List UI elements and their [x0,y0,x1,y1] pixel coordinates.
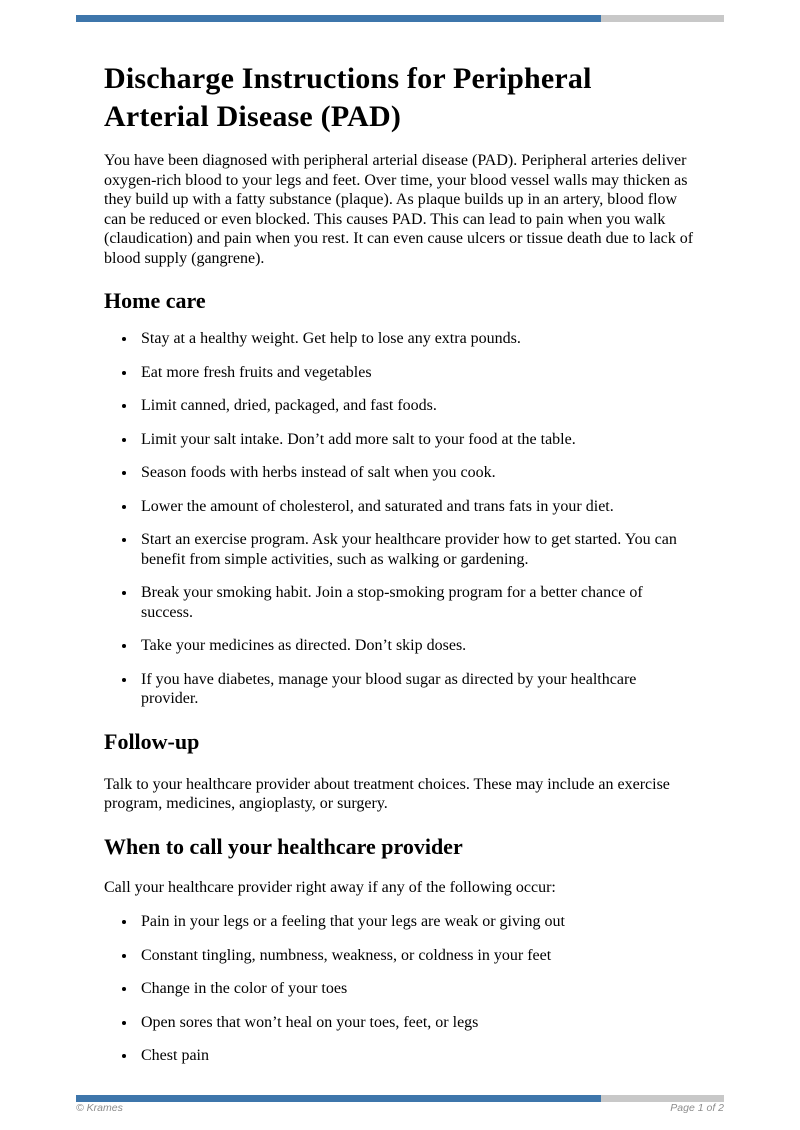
section-heading-home-care: Home care [104,288,206,313]
document-body [104,22,696,1066]
home-care-list [104,329,696,709]
footer-accent-bar-gray [601,1095,724,1102]
list-item: • Break your smoking habit. Join a stop-smoking program for a better chance of success. [137,583,696,622]
page-number-label: Page 1 of 2 [670,1102,724,1114]
copyright-label: © Krames [76,1102,123,1114]
header-accent-bar [76,15,724,22]
intro-paragraph: You have been diagnosed with peripheral arterial disease (PAD). Peripheral arteries deliver oxygen-rich blood to your legs and feet. Over time, your blood vessel walls may thicken as they build up with a fatty substance (plaque). As plaque builds up in an artery, blood flow can be reduced or even blocked. This causes PAD. This can lead to pain when you walk (claudication) and pain when you rest. It can even cause ulcers or tissue death due to lack of blood supply (gangrene). [104,152,694,267]
list-item: • Open sores that won’t heal on your toes, feet, or legs [137,1013,696,1033]
header-accent-bar-gray [601,15,724,22]
list-item: • Eat more fresh fruits and vegetables [137,363,696,383]
list-item: • Start an exercise program. Ask your healthcare provider how to get started. You can benefit from simple activities, such as walking or gardening. [137,530,696,569]
list-item: • If you have diabetes, manage your blood sugar as directed by your healthcare provider. [137,670,696,709]
footer-accent-bar [76,1095,724,1102]
list-item: • Pain in your legs or a feeling that your legs are weak or giving out [137,912,696,932]
list-item: • Stay at a healthy weight. Get help to lose any extra pounds. [137,329,696,349]
header-accent-bar-blue [76,15,601,22]
list-item: • Change in the color of your toes [137,979,696,999]
section-heading-when-to-call: When to call your healthcare provider [104,833,463,859]
list-item: • Limit canned, dried, packaged, and fast foods. [137,396,696,416]
list-item: • Chest pain [137,1046,696,1066]
footer-accent-bar-blue [76,1095,601,1102]
list-item: • Limit your salt intake. Don’t add more salt to your food at the table. [137,430,696,450]
page-footer [76,1102,724,1114]
when-to-call-intro: Call your healthcare provider right away if any of the following occur: [104,878,556,896]
page-title: Discharge Instructions for Peripheral Arterial Disease (PAD) [104,62,592,133]
when-to-call-list [104,912,696,1066]
list-item: • Lower the amount of cholesterol, and saturated and trans fats in your diet. [137,497,696,517]
list-item: • Take your medicines as directed. Don’t skip doses. [137,636,696,656]
follow-up-paragraph: Talk to your healthcare provider about treatment choices. These may include an exercise program, medicines, angioplasty, or surgery. [104,775,670,812]
section-heading-follow-up: Follow-up [104,728,200,754]
list-item: • Constant tingling, numbness, weakness, or coldness in your feet [137,946,696,966]
list-item: • Season foods with herbs instead of salt when you cook. [137,463,696,483]
